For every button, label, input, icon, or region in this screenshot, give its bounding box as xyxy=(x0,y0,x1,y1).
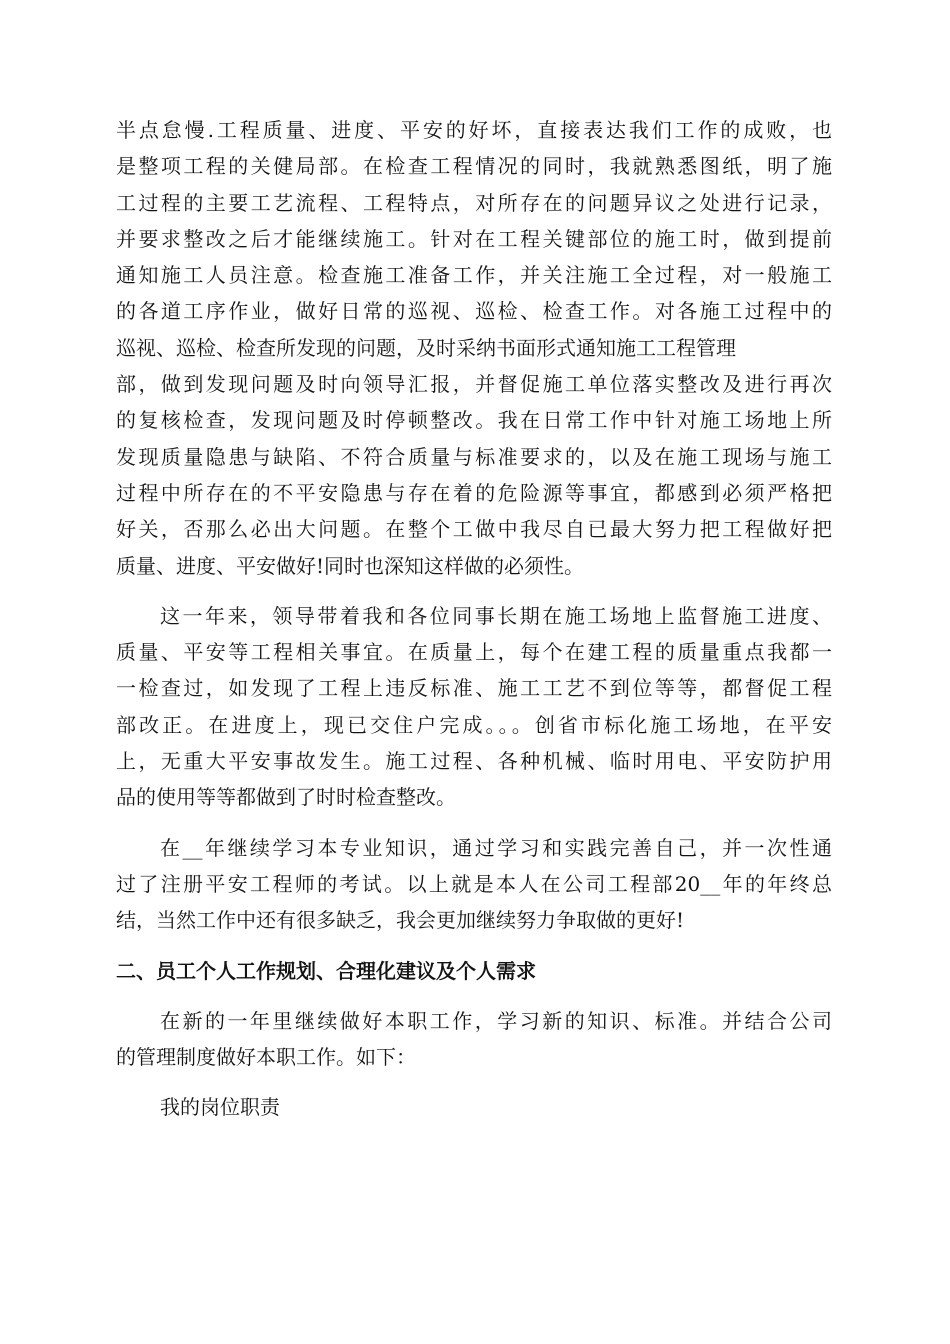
text-line: 在__年继续学习本专业知识，通过学习和实践完善自己，并一次性通 xyxy=(160,835,832,860)
text-line: 的复核检查，发现问题及时停顿整改。我在日常工作中针对施工场地上所 xyxy=(116,408,832,433)
text-line: 过程中所存在的不平安隐患与存在着的危险源等事宜，都感到必须严格把 xyxy=(116,480,832,505)
text-line: 质量、平安等工程相关事宜。在质量上，每个在建工程的质量重点我都一 xyxy=(116,640,832,665)
paragraph-3 xyxy=(116,830,832,939)
section-heading: 二、员工个人工作规划、合理化建议及个人需求 xyxy=(116,958,536,983)
text-line: 并要求整改之后才能继续施工。针对在工程关键部位的施工时，做到提前 xyxy=(116,226,832,251)
text-line: 发现质量隐患与缺陷、不符合质量与标准要求的，以及在施工现场与施工 xyxy=(116,444,832,469)
text-line: 在新的一年里继续做好本职工作，学习新的知识、标准。并结合公司 xyxy=(160,1008,832,1033)
text-line: 半点怠慢.工程质量、进度、平安的好坏，直接表达我们工作的成败，也 xyxy=(116,118,832,142)
text-line: 部改正。在进度上，现已交住户完成。。。创省市标化施工场地，在平安 xyxy=(116,712,832,737)
paragraph-4 xyxy=(116,1003,832,1076)
text-line: 一检查过，如发现了工程上违反标准、施工工艺不到位等等，都督促工程 xyxy=(116,676,832,701)
text-line: 上，无重大平安事故发生。施工过程、各种机械、临时用电、平安防护用 xyxy=(116,749,832,774)
text-line: 过了注册平安工程师的考试。以上就是本人在公司工程部20__年的年终总 xyxy=(116,871,832,896)
document-page xyxy=(116,112,832,1126)
paragraph-2 xyxy=(116,598,832,816)
text-line: 好关，否那么必出大问题。在整个工做中我尽自已最大努力把工程做好把 xyxy=(116,517,832,542)
text-line: 巡视、巡检、检查所发现的问题，及时采纳书面形式通知施工工程管理 xyxy=(116,335,736,360)
text-line: 部，做到发现问题及时向领导汇报，并督促施工单位落实整改及进行再次 xyxy=(116,372,832,397)
text-line: 质量、进度、平安做好!同时也深知这样做的必须性。 xyxy=(116,553,585,578)
text-line: 结，当然工作中还有很多缺乏，我会更加继续努力争取做的更好! xyxy=(116,908,685,933)
text-line: 品的使用等等都做到了时时检查整改。 xyxy=(116,785,456,810)
text-line: 的各道工序作业，做好日常的巡视、巡检、检查工作。对各施工过程中的 xyxy=(116,299,832,324)
paragraph-1 xyxy=(116,112,832,584)
text-line: 这一年来，领导带着我和各位同事长期在施工场地上监督施工进度、 xyxy=(160,603,832,628)
text-line: 是整项工程的关健局部。在检查工程情况的同时，我就熟悉图纸，明了施 xyxy=(116,154,832,179)
text-line: 的管理制度做好本职工作。如下： xyxy=(116,1045,416,1070)
text-line: 工过程的主要工艺流程、工程特点，对所存在的问题异议之处进行记录， xyxy=(116,190,832,215)
subheading-job-duties: 我的岗位职责 xyxy=(160,1095,280,1120)
text-line: 通知施工人员注意。检查施工准备工作，并关注施工全过程，对一般施工 xyxy=(116,263,832,288)
